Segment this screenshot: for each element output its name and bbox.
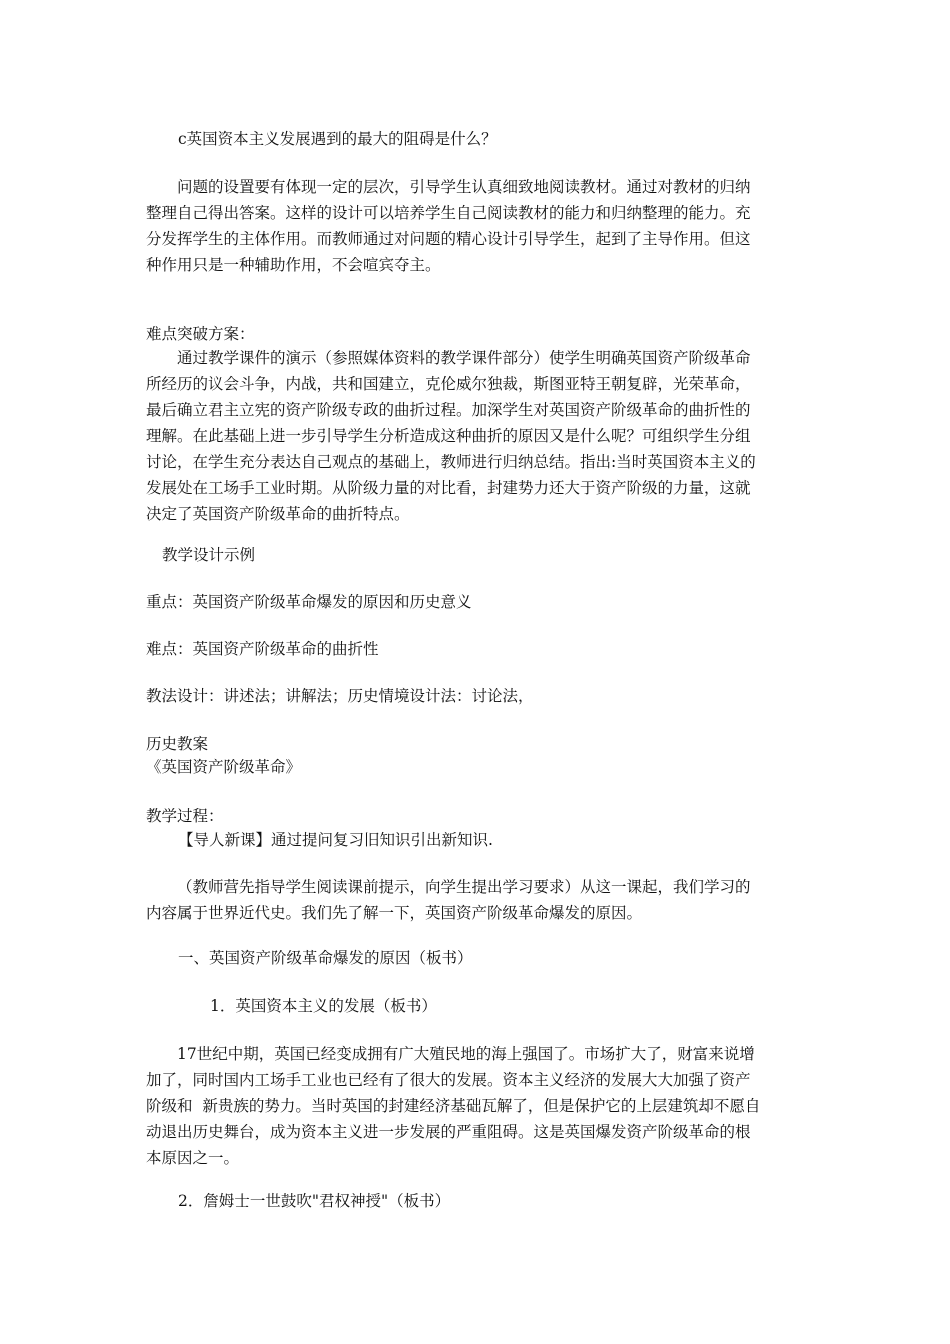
process-label: 教学过程： (146, 807, 224, 825)
text-line: 种作用只是一种辅助作用，不会喧宾夺主。 (146, 256, 441, 274)
text-line: 最后确立君主立宪的资产阶级专政的曲折过程。加深学生对英国资产阶级革命的曲折性的 (146, 401, 751, 419)
text-line: 理解。在此基础上进一步引导学生分析造成这种曲折的原因又是什么呢？可组织学生分组 (146, 427, 751, 445)
paragraph-capitalism-development (146, 1041, 806, 1171)
section-1-heading: 一、英国资产阶级革命爆发的原因（板书） (178, 949, 473, 967)
text-line: 本原因之一。 (146, 1149, 240, 1167)
difficult-point: 难点：英国资产阶级革命的曲折性 (146, 640, 379, 658)
paragraph-difficulty-plan (146, 345, 806, 527)
text-line: 整理自己得出答案。这样的设计可以培养学生自己阅读教材的能力和归纳整理的能力。充 (146, 204, 751, 222)
text-line: 加了，同时国内工场手工业也已经有了很大的发展。资本主义经济的发展大大加强了资产 (146, 1071, 751, 1089)
teaching-methods: 教法设计：讲述法；讲解法；历史情境设计法：讨论法， (146, 687, 534, 705)
text-line: 阶级和 新贵族的势力。当时英国的封建经济基础瓦解了，但是保护它的上层建筑却不愿自 (146, 1097, 761, 1115)
text-line: 所经历的议会斗争，内战，共和国建立，克伦威尔独裁，斯图亚特王朝复辟，光荣革命， (146, 375, 751, 393)
intro-line: 【导人新课】通过提问复习旧知识引出新知识. (178, 831, 493, 849)
subsection-2-heading: 2．詹姆士一世鼓吹"君权神授"（板书） (178, 1192, 451, 1210)
difficulty-heading: 难点突破方案： (146, 325, 255, 343)
key-point: 重点：英国资产阶级革命爆发的原因和历史意义 (146, 593, 472, 611)
lesson-plan-title: 《英国资产阶级革命》 (146, 758, 302, 776)
text-line: 内容属于世界近代史。我们先了解一下，英国资产阶级革命爆发的原因。 (146, 904, 643, 922)
lesson-plan-label: 历史教案 (146, 735, 209, 753)
subsection-1-heading: 1．英国资本主义的发展（板书） (210, 997, 437, 1015)
text-line: 动退出历史舞台，成为资本主义进一步发展的严重阻碍。这是英国爆发资产阶级革命的根 (146, 1123, 751, 1141)
text-line: 17世纪中期，英国已经变成拥有广大殖民地的海上强国了。市场扩大了，财富来说增 (177, 1045, 755, 1063)
text-line: （教师营先指导学生阅读课前提示，向学生提出学习要求）从这一课起，我们学习的 (177, 878, 751, 896)
text-line: 分发挥学生的主体作用。而教师通过对问题的精心设计引导学生，起到了主导作用。但这 (146, 230, 751, 248)
text-line: 讨论，在学生充分表达自己观点的基础上，教师进行归纳总结。指出:当时英国资本主义的 (146, 453, 756, 471)
text-line: 决定了英国资产阶级革命的曲折特点。 (146, 505, 410, 523)
text-line: 问题的设置要有体现一定的层次，引导学生认真细致地阅读教材。通过对教材的归纳 (177, 178, 751, 196)
text-line: 通过教学课件的演示（参照媒体资料的教学课件部分）使学生明确英国资产阶级革命 (177, 349, 751, 367)
example-heading: 教学设计示例 (162, 546, 256, 564)
paragraph-teacher-guidance (146, 874, 806, 926)
paragraph-question-design (146, 174, 806, 278)
text-line: 发展处在工场手工业时期。从阶级力量的对比看，封建势力还大于资产阶级的力量，这就 (146, 479, 751, 497)
question-c: c英国资本主义发展遇到的最大的阻碍是什么？ (178, 130, 497, 148)
